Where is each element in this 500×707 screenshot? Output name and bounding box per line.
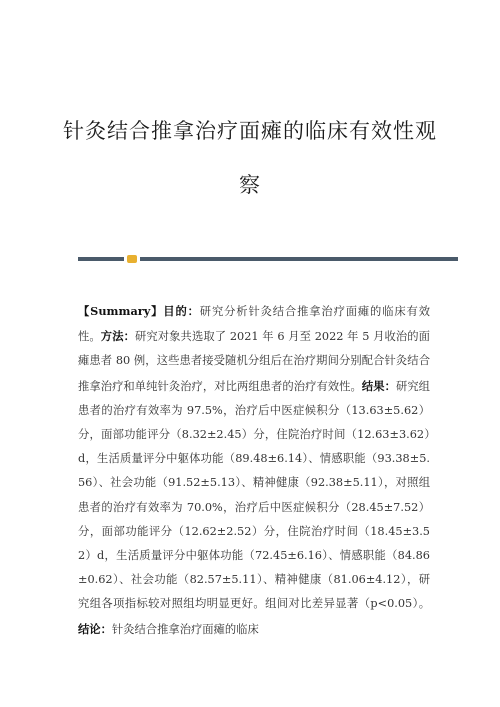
abstract-results: 研究组患者的治疗有效率为 97.5%，治疗后中医症候积分（13.63±5.62）分，面部功能评分（8.32±2.45）分，住院治疗时间（12.63±3.62）d，生活质量评分中躯体功能（89.48±6.14）、情感职能（93.38±5.56）、社会功能（91.52±5.13）、精神健康（92.38±5.11），对照组患者的治疗有效率为 70.0%，治疗后中医症候积分（28.45±7.52）分，面部功能评分（12.62±2.52）分，住院治疗时间（18.45±3.52）d，生活质量评分中躯体功能（72.45±6.16）、情感职能（84.86±0.62）、社会功能（82.57±5.11）、精神健康（81.06±4.12），研究组各项指标较对照组均明显更好。组间对比差异显著（p<0.05）。 xyxy=(78,379,430,611)
conclusion-label: 结论： xyxy=(78,621,112,636)
results-label: 结果： xyxy=(361,378,396,393)
abstract-paragraph xyxy=(78,299,430,642)
title-divider xyxy=(78,255,458,263)
abstract-methods: 研究对象共选取了 2021 年 6 月至 2022 年 5 月收治的面瘫患者 80 例，这些患者接受随机分组后在治疗期间分别配合针灸结合推拿治疗和单纯针灸治疗，对比两组患者的治疗有效性。 xyxy=(78,330,430,393)
divider-bar-right xyxy=(140,257,458,261)
paper-title-line-2: 察 xyxy=(239,173,261,197)
abstract-conclusion: 针灸结合推拿治疗面瘫的临床 xyxy=(111,622,259,636)
methods-label: 方法： xyxy=(100,329,135,344)
divider-bar-left xyxy=(78,257,124,261)
summary-label: 【Summary】目的： xyxy=(78,304,200,318)
abstract-objective: 研究分析针灸结合推拿治疗面瘫的临床有效性。 xyxy=(78,305,430,344)
paper-title-line-1: 针灸结合推拿治疗面瘫的临床有效性观 xyxy=(63,119,437,143)
divider-center-mark xyxy=(127,255,137,263)
